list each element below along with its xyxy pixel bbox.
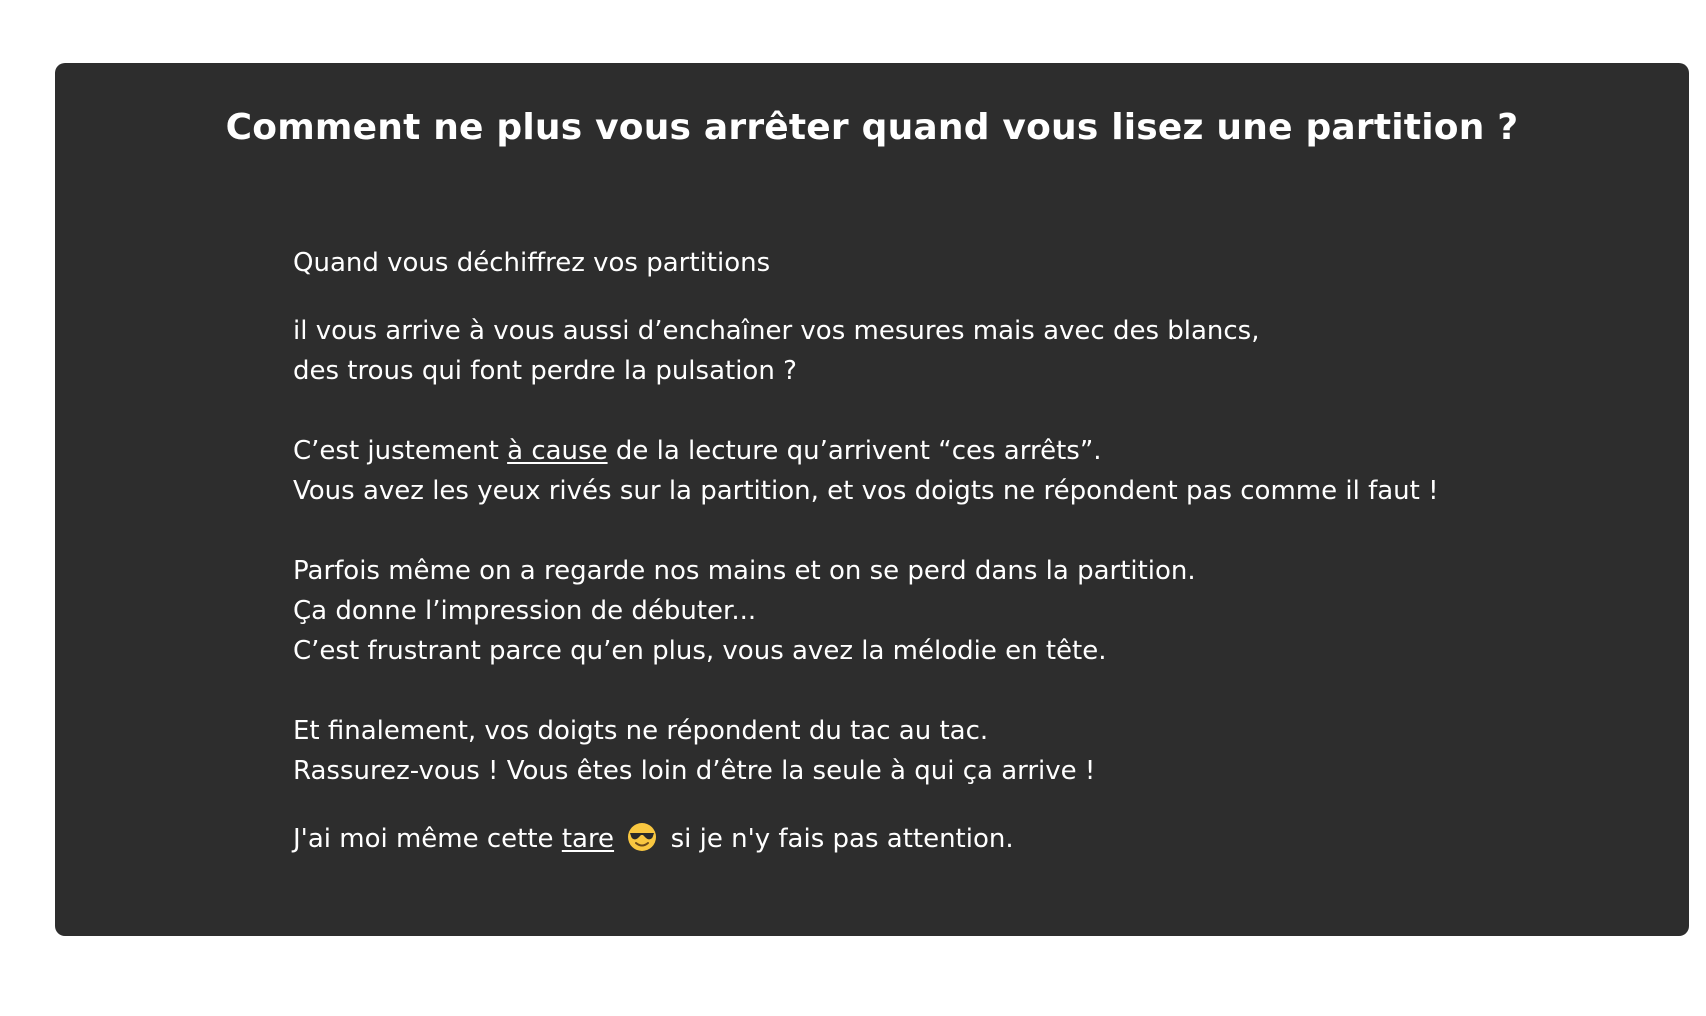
tare-text-after: si je n'y fais pas attention.: [662, 824, 1014, 854]
paragraph-tare: [293, 819, 1653, 859]
hands-line-2: Ça donne l’impression de débuter...: [293, 596, 757, 626]
intro-line: Quand vous déchiffrez vos partitions: [293, 248, 771, 278]
blanks-line-2: des trous qui font perdre la pulsation ?: [293, 356, 797, 386]
paragraph-intro: [293, 243, 1653, 283]
tare-line: [293, 819, 1653, 859]
tare-text-before: J'ai moi même cette: [293, 824, 562, 854]
cause-text-before: C’est justement: [293, 436, 508, 466]
cause-link[interactable]: à cause: [507, 436, 608, 466]
paragraph-cause: [293, 431, 1653, 511]
reassure-line-2: Rassurez-vous ! Vous êtes loin d’être la seule à qui ça arrive !: [293, 756, 1096, 786]
cause-line-2: Vous avez les yeux rivés sur la partition, et vos doigts ne répondent pas comme il faut !: [293, 476, 1439, 506]
content-card: [55, 63, 1689, 936]
paragraph-reassure: [293, 711, 1653, 791]
reassure-line-1: Et finalement, vos doigts ne répondent du tac au tac.: [293, 716, 989, 746]
tare-link[interactable]: tare: [561, 824, 615, 854]
smiling-face-with-sunglasses-icon: [626, 821, 658, 853]
paragraph-hands: [293, 551, 1653, 671]
hands-line-1: Parfois même on a regarde nos mains et on se perd dans la partition.: [293, 556, 1196, 586]
hands-line-3: C’est frustrant parce qu’en plus, vous avez la mélodie en tête.: [293, 636, 1107, 666]
cause-text-after: de la lecture qu’arrivent “ces arrêts”.: [607, 436, 1102, 466]
blanks-line-1: il vous arrive à vous aussi d’enchaîner vos mesures mais avec des blancs,: [293, 316, 1260, 346]
paragraph-blanks: [293, 311, 1653, 391]
page-title: Comment ne plus vous arrêter quand vous lisez une partition ?: [225, 107, 1519, 148]
article-body: [293, 243, 1653, 859]
cause-line-1: [293, 431, 1653, 471]
